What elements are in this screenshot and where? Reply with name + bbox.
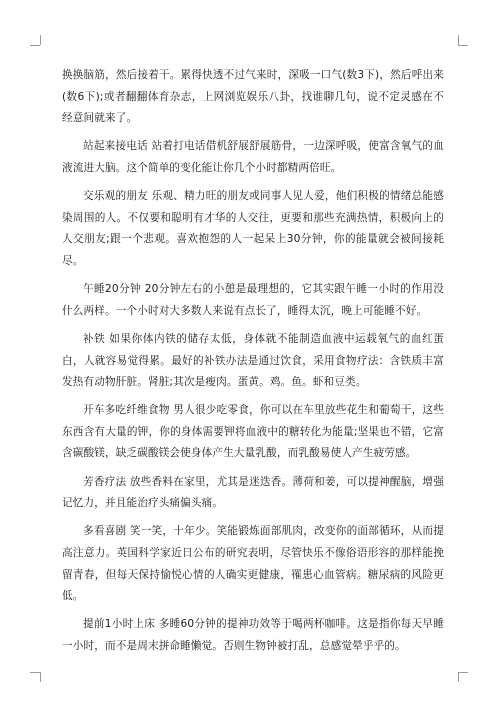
paragraph-1: 换换脑筋，然后接着干。累得快透不过气来时，深吸一口气(数3下)，然后呼出来(数6下);或者翻翻体育杂志，上网浏览娱乐八卦，找谁聊几句，说不定灵感在不经意间就来了。 (62, 69, 444, 125)
paragraph-5: 补铁 如果你体内铁的储存太低，身体就不能制造血液中运载氧气的血红蛋白，人就容易觉得累。最好的补铁办法是通过饮食，采用食物疗法：含铁质丰富发热有动物肝脏。肾脏;其次是瘦肉。蛋黄。鸡。鱼。虾和豆类。 (62, 332, 444, 389)
paragraph-7: 芳香疗法 放些香料在家里，尤其是迷迭香。薄荷和姜，可以提神醒脑，增强记忆力，并且能治疗头痛偏头痛。 (62, 475, 444, 510)
corner-mark-bottom-right-h (458, 672, 468, 673)
corner-mark-top-right-h (458, 45, 468, 46)
corner-mark-bottom-right-v (458, 672, 459, 682)
paragraph-4: 午睡20分钟 20分钟左右的小憩是最理想的，它其实跟午睡一小时的作用没什么两样。一个小时对大多数人来说有点长了，睡得太沉，晚上可能睡不好。 (62, 283, 444, 317)
corner-mark-top-left-h (30, 45, 40, 46)
corner-mark-bottom-left-h (30, 672, 40, 673)
document-body (62, 65, 444, 664)
corner-mark-bottom-left-v (40, 672, 41, 682)
paragraph-6: 开车多吃纤维食物 男人很少吃零食，你可以在车里放些花生和葡萄干，这些东西含有大量的钾，你的身体需要钾将血液中的糖转化为能量;坚果也不错，它富含碳酸镁，缺乏碳酸镁会使身体产生大量乳酸，而乳酸易使人产生疲劳感。 (62, 404, 444, 460)
paragraph-8: 多看喜剧 笑一笑，十年少。笑能锻炼面部肌肉，改变你的面部循环，从而提高注意力。英国科学家近日公布的研究表明，尽管快乐不像俗语形容的那样能挽留青春，但每天保持愉悦心情的人确实更健康，罹患心血管病。糖尿病的风险更低。 (62, 525, 444, 603)
paragraph-3: 交乐观的朋友 乐观、精力旺的朋友或同事人见人爱，他们积极的情绪总能感染周围的人。不仅要和聪明有才华的人交往，更要和那些充满热情，积极向上的人交朋友;跟一个悲观。喜欢抱怨的人一起呆上30分钟，你的能量就会被间接耗尽。 (62, 190, 444, 267)
corner-mark-top-left-v (40, 35, 41, 45)
corner-mark-top-right-v (458, 35, 459, 45)
paragraph-2: 站起来接电话 站着打电话借机舒展舒展筋骨，一边深呼吸，使富含氧气的血液流进大脑。这个简单的变化能让你几个小时都精两倍旺。 (62, 140, 444, 174)
paragraph-9: 提前1小时上床 多睡60分钟的提神功效等于喝两杯咖啡。这是指你每天早睡一小时，而不是周末拼命睡懒觉。否则生物钟被打乱，总感觉晕乎乎的。 (62, 618, 444, 652)
